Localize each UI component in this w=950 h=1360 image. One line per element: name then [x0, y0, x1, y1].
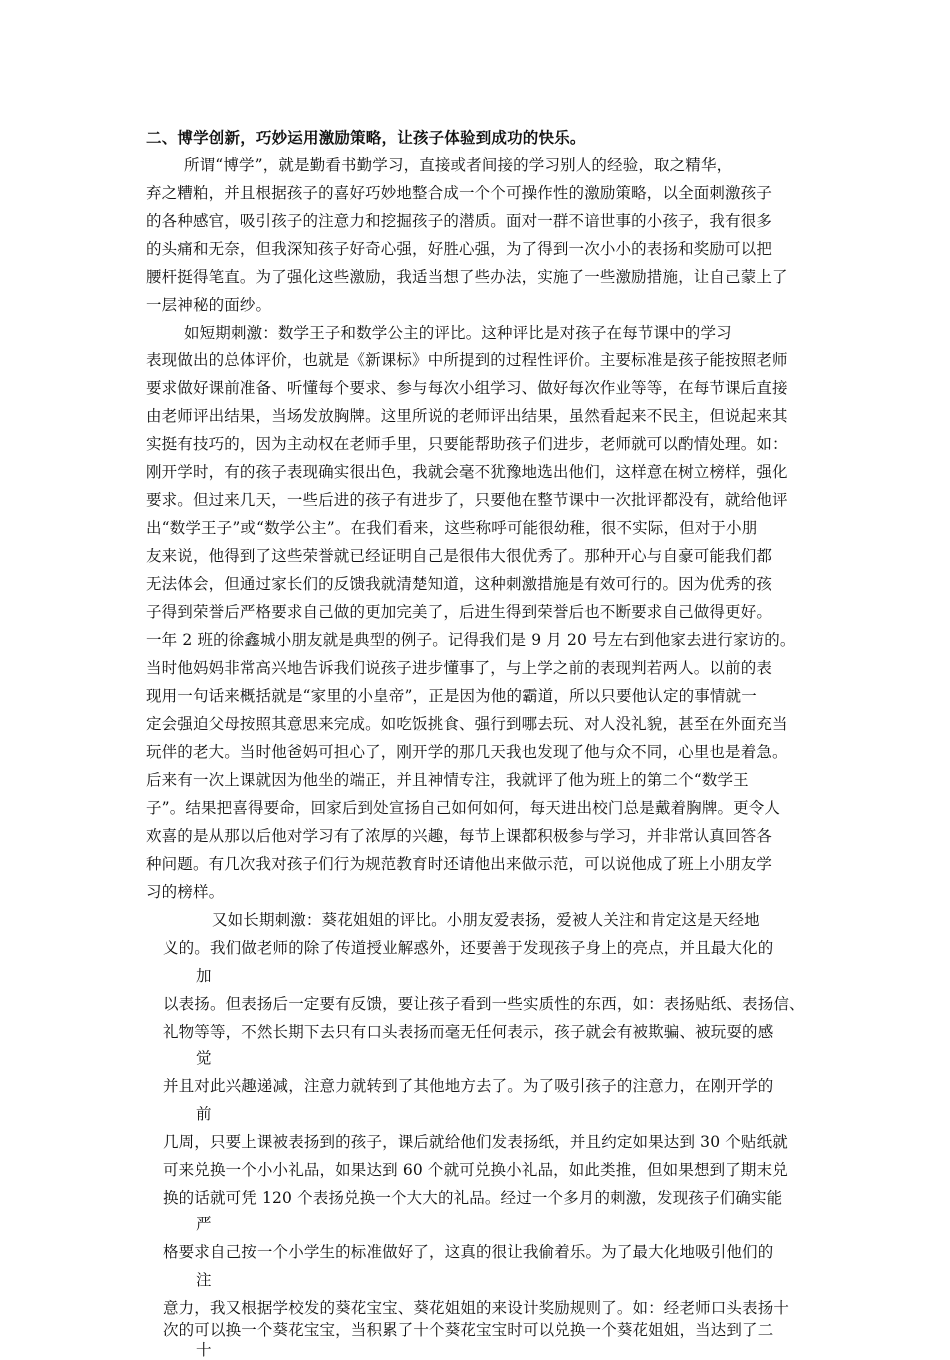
paragraph-line: 严	[196, 1215, 212, 1233]
paragraph-line: 次的可以换一个葵花宝宝，当积累了十个葵花宝宝时可以兑换一个葵花姐姐，当达到了二	[163, 1321, 774, 1339]
paragraph-line: 玩伴的老大。当时他爸妈可担心了，刚开学的那几天我也发现了他与众不同，心里也是着急。	[146, 743, 788, 761]
paragraph-line: 意力，我又根据学校发的葵花宝宝、葵花姐姐的来设计奖励规则了。如：经老师口头表扬十	[163, 1299, 790, 1317]
paragraph-line: 定会强迫父母按照其意思来完成。如吃饭挑食、强行到哪去玩、对人没礼貌，甚至在外面充当	[146, 715, 788, 733]
paragraph-line: 要求做好课前准备、听懂每个要求、参与每次小组学习、做好每次作业等等，在每节课后直接	[146, 379, 788, 397]
paragraph-line: 换的话就可凭 120 个表扬兑换一个大大的礼品。经过一个多月的刺激，发现孩子们确实能	[163, 1189, 783, 1207]
paragraph-line: 出“数学王子”或“数学公主”。在我们看来，这些称呼可能很幼稚，很不实际，但对于小朋	[146, 519, 758, 537]
paragraph-line: 习的榜样。	[146, 883, 225, 901]
paragraph-line: 加	[196, 967, 212, 985]
paragraph-line: 的头痛和无奈，但我深知孩子好奇心强，好胜心强，为了得到一次小小的表扬和奖励可以把	[146, 240, 773, 258]
paragraph-line: 现用一句话来概括就是“家里的小皇帝”，正是因为他的霸道，所以只要他认定的事情就一	[146, 687, 757, 705]
paragraph-line: 以表扬。但表扬后一定要有反馈，要让孩子看到一些实质性的东西，如：表扬贴纸、表扬信、	[163, 995, 805, 1013]
paragraph-line: 无法体会，但通过家长们的反馈我就清楚知道，这种刺激措施是有效可行的。因为优秀的孩	[146, 575, 773, 593]
paragraph-line: 并且对此兴趣递减，注意力就转到了其他地方去了。为了吸引孩子的注意力，在刚开学的	[163, 1077, 774, 1095]
paragraph-line: 如短期刺激：数学王子和数学公主的评比。这种评比是对孩子在每节课中的学习	[184, 324, 732, 342]
paragraph-line: 前	[196, 1105, 212, 1123]
paragraph-line: 后来有一次上课就因为他坐的端正，并且神情专注，我就评了他为班上的第二个“数学王	[146, 771, 749, 789]
paragraph-line: 十	[196, 1341, 212, 1359]
paragraph-line: 刚开学时，有的孩子表现确实很出色，我就会毫不犹豫地选出他们，这样意在树立榜样，强化	[146, 463, 788, 481]
paragraph-line: 子”。结果把喜得要命，回家后到处宣扬自己如何如何，每天进出校门总是戴着胸牌。更令人	[146, 799, 781, 817]
paragraph-line: 表现做出的总体评价，也就是《新课标》中所提到的过程性评价。主要标准是孩子能按照老师	[146, 351, 788, 369]
paragraph-line: 子得到荣誉后严格要求自己做的更加完美了，后进生得到荣誉后也不断要求自己做得更好。	[146, 603, 773, 621]
paragraph-line: 要求。但过来几天，一些后进的孩子有进步了，只要他在整节课中一次批评都没有，就给他评	[146, 491, 788, 509]
paragraph-line: 的各种感官，吸引孩子的注意力和挖掘孩子的潜质。面对一群不谙世事的小孩子，我有很多	[146, 212, 773, 230]
paragraph-line: 又如长期刺激：葵花姐姐的评比。小朋友爱表扬，爱被人关注和肯定这是天经地	[212, 911, 760, 929]
paragraph-line: 欢喜的是从那以后他对学习有了浓厚的兴趣，每节上课都积极参与学习，并非常认真回答各	[146, 827, 773, 845]
paragraph-line: 种问题。有几次我对孩子们行为规范教育时还请他出来做示范，可以说他成了班上小朋友学	[146, 855, 773, 873]
paragraph-line: 义的。我们做老师的除了传道授业解惑外，还要善于发现孩子身上的亮点，并且最大化的	[163, 939, 774, 957]
paragraph-line: 腰杆挺得笔直。为了强化这些激励，我适当想了些办法，实施了一些激励措施，让自己蒙上了	[146, 268, 788, 286]
paragraph-line: 可来兑换一个小小礼品，如果达到 60 个就可兑换小礼品，如此类推，但如果想到了期末兑	[163, 1161, 788, 1179]
paragraph-line: 一年 2 班的徐鑫城小朋友就是典型的例子。记得我们是 9 月 20 号左右到他家去进行家访的。	[146, 631, 796, 649]
paragraph-line: 格要求自己按一个小学生的标准做好了，这真的很让我偷着乐。为了最大化地吸引他们的	[163, 1243, 774, 1261]
paragraph-line: 注	[196, 1271, 212, 1289]
paragraph-line: 一层神秘的面纱。	[146, 296, 272, 314]
paragraph-line: 实挺有技巧的，因为主动权在老师手里，只要能帮助孩子们进步，老师就可以酌情处理。如：	[146, 435, 788, 453]
section-heading: 二、博学创新，巧妙运用激励策略，让孩子体验到成功的快乐。	[146, 129, 586, 147]
paragraph-line: 礼物等等，不然长期下去只有口头表扬而毫无任何表示，孩子就会有被欺骗、被玩耍的感	[163, 1023, 774, 1041]
paragraph-line: 由老师评出结果，当场发放胸牌。这里所说的老师评出结果，虽然看起来不民主，但说起来其	[146, 407, 788, 425]
paragraph-line: 弃之糟粕，并且根据孩子的喜好巧妙地整合成一个个可操作性的激励策略，以全面刺激孩子	[146, 184, 773, 202]
paragraph-line: 当时他妈妈非常高兴地告诉我们说孩子进步懂事了，与上学之前的表现判若两人。以前的表	[146, 659, 773, 677]
paragraph-line: 友来说，他得到了这些荣誉就已经证明自己是很伟大很优秀了。那种开心与自豪可能我们都	[146, 547, 773, 565]
paragraph-line: 所谓“博学”，就是勤看书勤学习，直接或者间接的学习别人的经验，取之精华，	[184, 156, 733, 174]
paragraph-line: 觉	[196, 1049, 212, 1067]
paragraph-line: 几周，只要上课被表扬到的孩子，课后就给他们发表扬纸，并且约定如果达到 30 个贴纸就	[163, 1133, 788, 1151]
